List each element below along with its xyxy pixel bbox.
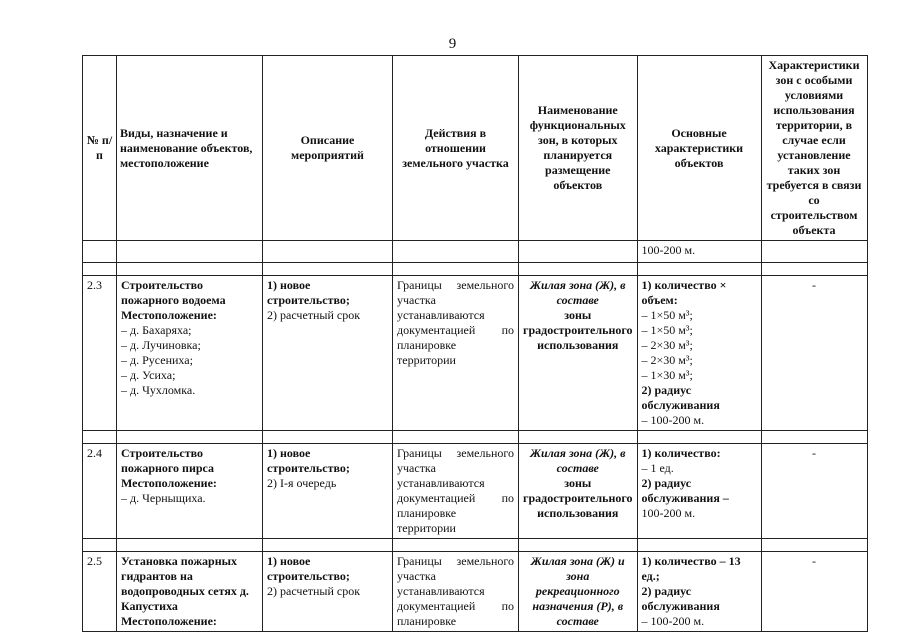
row-main: 1) количество – 13 ед.; 2) радиус обслуживания – 100-200 м. [637, 552, 761, 632]
row-title: Строительство пожарного водоема [121, 278, 226, 307]
row-kind [117, 276, 263, 431]
table-row [83, 276, 868, 431]
header-action: Действия в отношении земельного участка [393, 56, 519, 241]
location-list [121, 491, 258, 506]
header-zone: Наименование функциональных зон, в которых планируется размещение объектов [519, 56, 638, 241]
row-title: Установка пожарных гидрантов на водопроводных сетях д. Капустиха [121, 554, 249, 613]
location-item: – д. Русениха; [121, 353, 193, 367]
objects-table [82, 55, 868, 632]
row-loc-label: Местоположение: [121, 614, 217, 628]
row-zone: Жилая зона (Ж) и зона рекреационного назначения (Р), в составе [519, 552, 638, 632]
location-list [121, 323, 258, 398]
row-num: 2.3 [83, 276, 117, 431]
row-special: - [761, 444, 867, 539]
location-item: – д. Бахаряха; [121, 323, 192, 337]
header-kind: Виды, назначение и наименование объектов, местоположение [117, 56, 263, 241]
row-kind [117, 444, 263, 539]
location-item: – д. Лучиновка; [121, 338, 201, 352]
page-number: 9 [448, 36, 457, 52]
continuation-main: 100-200 м. [637, 241, 761, 263]
row-action: Границы земельного участка устанавливаются документацией по планировке [393, 552, 519, 632]
location-item: – д. Усиха; [121, 368, 176, 382]
table-header-row [83, 56, 868, 241]
row-desc: 1) новое строительство; 2) I-я очередь [263, 444, 393, 539]
row-kind [117, 552, 263, 632]
row-action: Границы земельного участка устанавливаются документацией по планировке территории [393, 276, 519, 431]
continuation-row [83, 241, 868, 263]
row-loc-label: Местоположение: [121, 308, 217, 322]
row-num: 2.4 [83, 444, 117, 539]
row-action: Границы земельного участка устанавливаются документацией по планировке территории [393, 444, 519, 539]
table-row [83, 444, 868, 539]
header-special: Характеристики зон с особыми условиями использования территории, в случае если установление таких зон требуется в связи со строительством объекта [761, 56, 867, 241]
header-desc: Описание мероприятий [263, 56, 393, 241]
header-num: № п/п [83, 56, 117, 241]
row-desc: 1) новое строительство; 2) расчетный срок [263, 552, 393, 632]
row-main: 1) количество × объем: – 1×50 м³; – 1×50 м³; – 2×30 м³; – 2×30 м³; – 1×30 м³; 2) радиус обслуживания – 100-200 м. [637, 276, 761, 431]
row-title: Строительство пожарного пирса [121, 446, 215, 475]
location-item: – д. Чухломка. [121, 383, 196, 397]
row-main: 1) количество: – 1 ед. 2) радиус обслуживания – 100-200 м. [637, 444, 761, 539]
table-row [83, 552, 868, 632]
row-special: - [761, 276, 867, 431]
row-zone: Жилая зона (Ж), в составе зоны градостроительного использования [519, 276, 638, 431]
location-item: – д. Черныщиха. [121, 491, 206, 505]
row-num: 2.5 [83, 552, 117, 632]
row-special: - [761, 552, 867, 632]
header-main: Основные характеристики объектов [637, 56, 761, 241]
row-zone: Жилая зона (Ж), в составе зоны градостроительного использования [519, 444, 638, 539]
row-desc: 1) новое строительство; 2) расчетный срок [263, 276, 393, 431]
row-loc-label: Местоположение: [121, 476, 217, 490]
